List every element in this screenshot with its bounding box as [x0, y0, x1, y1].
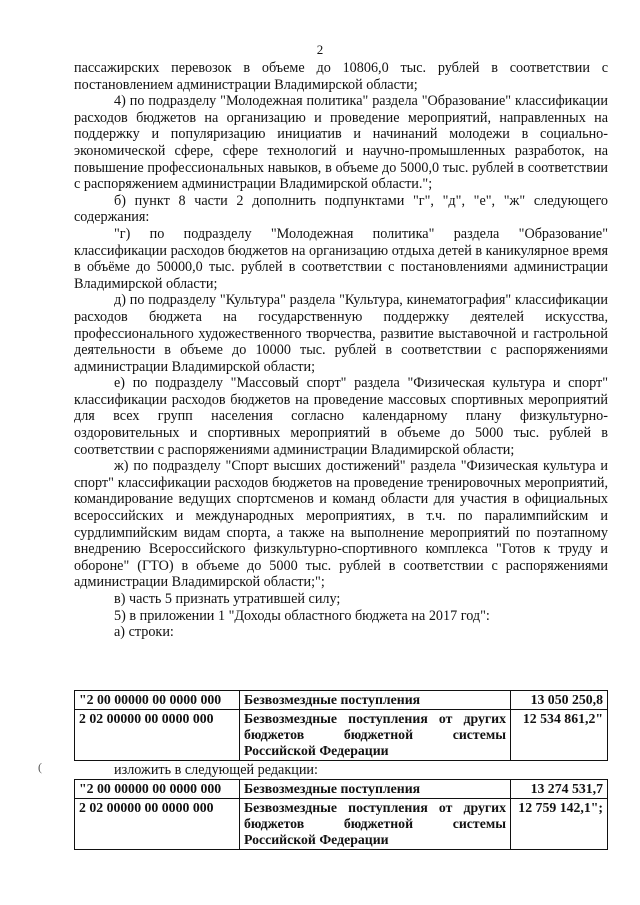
page-number: 2: [316, 42, 324, 57]
table-cell-amount: 13 050 250,8: [511, 691, 608, 710]
table-row: [75, 799, 608, 850]
table-after: [74, 779, 608, 850]
paragraph-item-a: а) строки:: [114, 624, 174, 641]
margin-mark: (: [38, 760, 42, 774]
table-cell-name: Безвозмездные поступления от других бюджетов бюджетной системы Российской Федерации: [240, 799, 511, 850]
table-cell-code: 2 02 00000 00 0000 000: [75, 710, 240, 761]
table-row: [75, 710, 608, 761]
table-cell-amount: 12 759 142,1";: [511, 799, 608, 850]
paragraph-item-d: д) по подразделу "Культура" раздела "Культура, кинематография" классификации расходов бюджета на государственную поддержку деятелей искусства, профессионального художественного творчества, развитие выставочной и гастрольной деятельности в объеме до 10000 тыс. рублей в соответствии с распоряжениями администрации Владимирской области;: [74, 292, 608, 375]
table-cell-code: 2 02 00000 00 0000 000: [75, 799, 240, 850]
table-row: [75, 780, 608, 799]
table-before: [74, 690, 608, 761]
table-row: [75, 691, 608, 710]
table-cell-code: "2 00 00000 00 0000 000: [75, 691, 240, 710]
paragraph-item-4: 4) по подразделу "Молодежная политика" раздела "Образование" классификации расходов бюджетов на организацию и проведение мероприятий, направленных на поддержку и популяризацию инициатив и начинаний молодежи в социально-экономической сфере, сфере технологий и научно-промышленных разработок, на повышение профессиональных навыков, в объеме до 5000,0 тыс. рублей в соответствии с распоряжением администрации Владимирской области.";: [74, 93, 608, 193]
document-body: [74, 60, 608, 641]
table-cell-code: "2 00 00000 00 0000 000: [75, 780, 240, 799]
table-cell-amount: 13 274 531,7: [511, 780, 608, 799]
paragraph-continuation: пассажирских перевозок в объеме до 10806,0 тыс. рублей в соответствии с постановлением администрации Владимирской области;: [74, 60, 608, 93]
table-cell-name: Безвозмездные поступления: [240, 780, 511, 799]
after-label: изложить в следующей редакции:: [114, 762, 318, 778]
paragraph-item-zh: ж) по подразделу "Спорт высших достижений" раздела "Физическая культура и спорт" классификации расходов бюджетов на проведение тренировочных мероприятий, командирование ведущих спортсменов и команд области для участия в официальных всероссийских и международных мероприятиях, в т.ч. по паралимпийским и сурдлимпийским видам спорта, а также на выполнение мероприятий по поэтапному внедрению Всероссийского физкультурно-спортивного комплекса "Готов к труду и обороне" (ГТО) в объеме до 5000 тыс. рублей в соответствии с распоряжениями администрации Владимирской области;";: [74, 458, 608, 591]
table-cell-name: Безвозмездные поступления от других бюджетов бюджетной системы Российской Федерации: [240, 710, 511, 761]
paragraph-item-g: "г) по подразделу "Молодежная политика" раздела "Образование" классификации расходов бюджетов на организацию отдыха детей в каникулярное время в объёме до 50000,0 тыс. рублей в соответствии с постановлениями администрации Владимирской области;: [74, 225, 608, 292]
paragraph-item-v: в) часть 5 признать утратившей силу;: [114, 591, 341, 607]
paragraph-item-5: 5) в приложении 1 "Доходы областного бюджета на 2017 год":: [114, 607, 490, 624]
table-cell-amount: 12 534 861,2": [511, 710, 608, 761]
paragraph-item-b: б) пункт 8 части 2 дополнить подпунктами "г", "д", "е", "ж" следующего содержания:: [74, 192, 608, 226]
table-cell-name: Безвозмездные поступления: [240, 691, 511, 710]
paragraph-item-e: е) по подразделу "Массовый спорт" раздела "Физическая культура и спорт" классификации расходов бюджетов на проведение массовых спортивных мероприятий для всех групп населения согласно календарному плану физкультурно-оздоровительных и спортивных мероприятий в объеме до 5000 тыс. рублей в соответствии с распоряжениями администрации Владимирской области;: [74, 375, 608, 458]
